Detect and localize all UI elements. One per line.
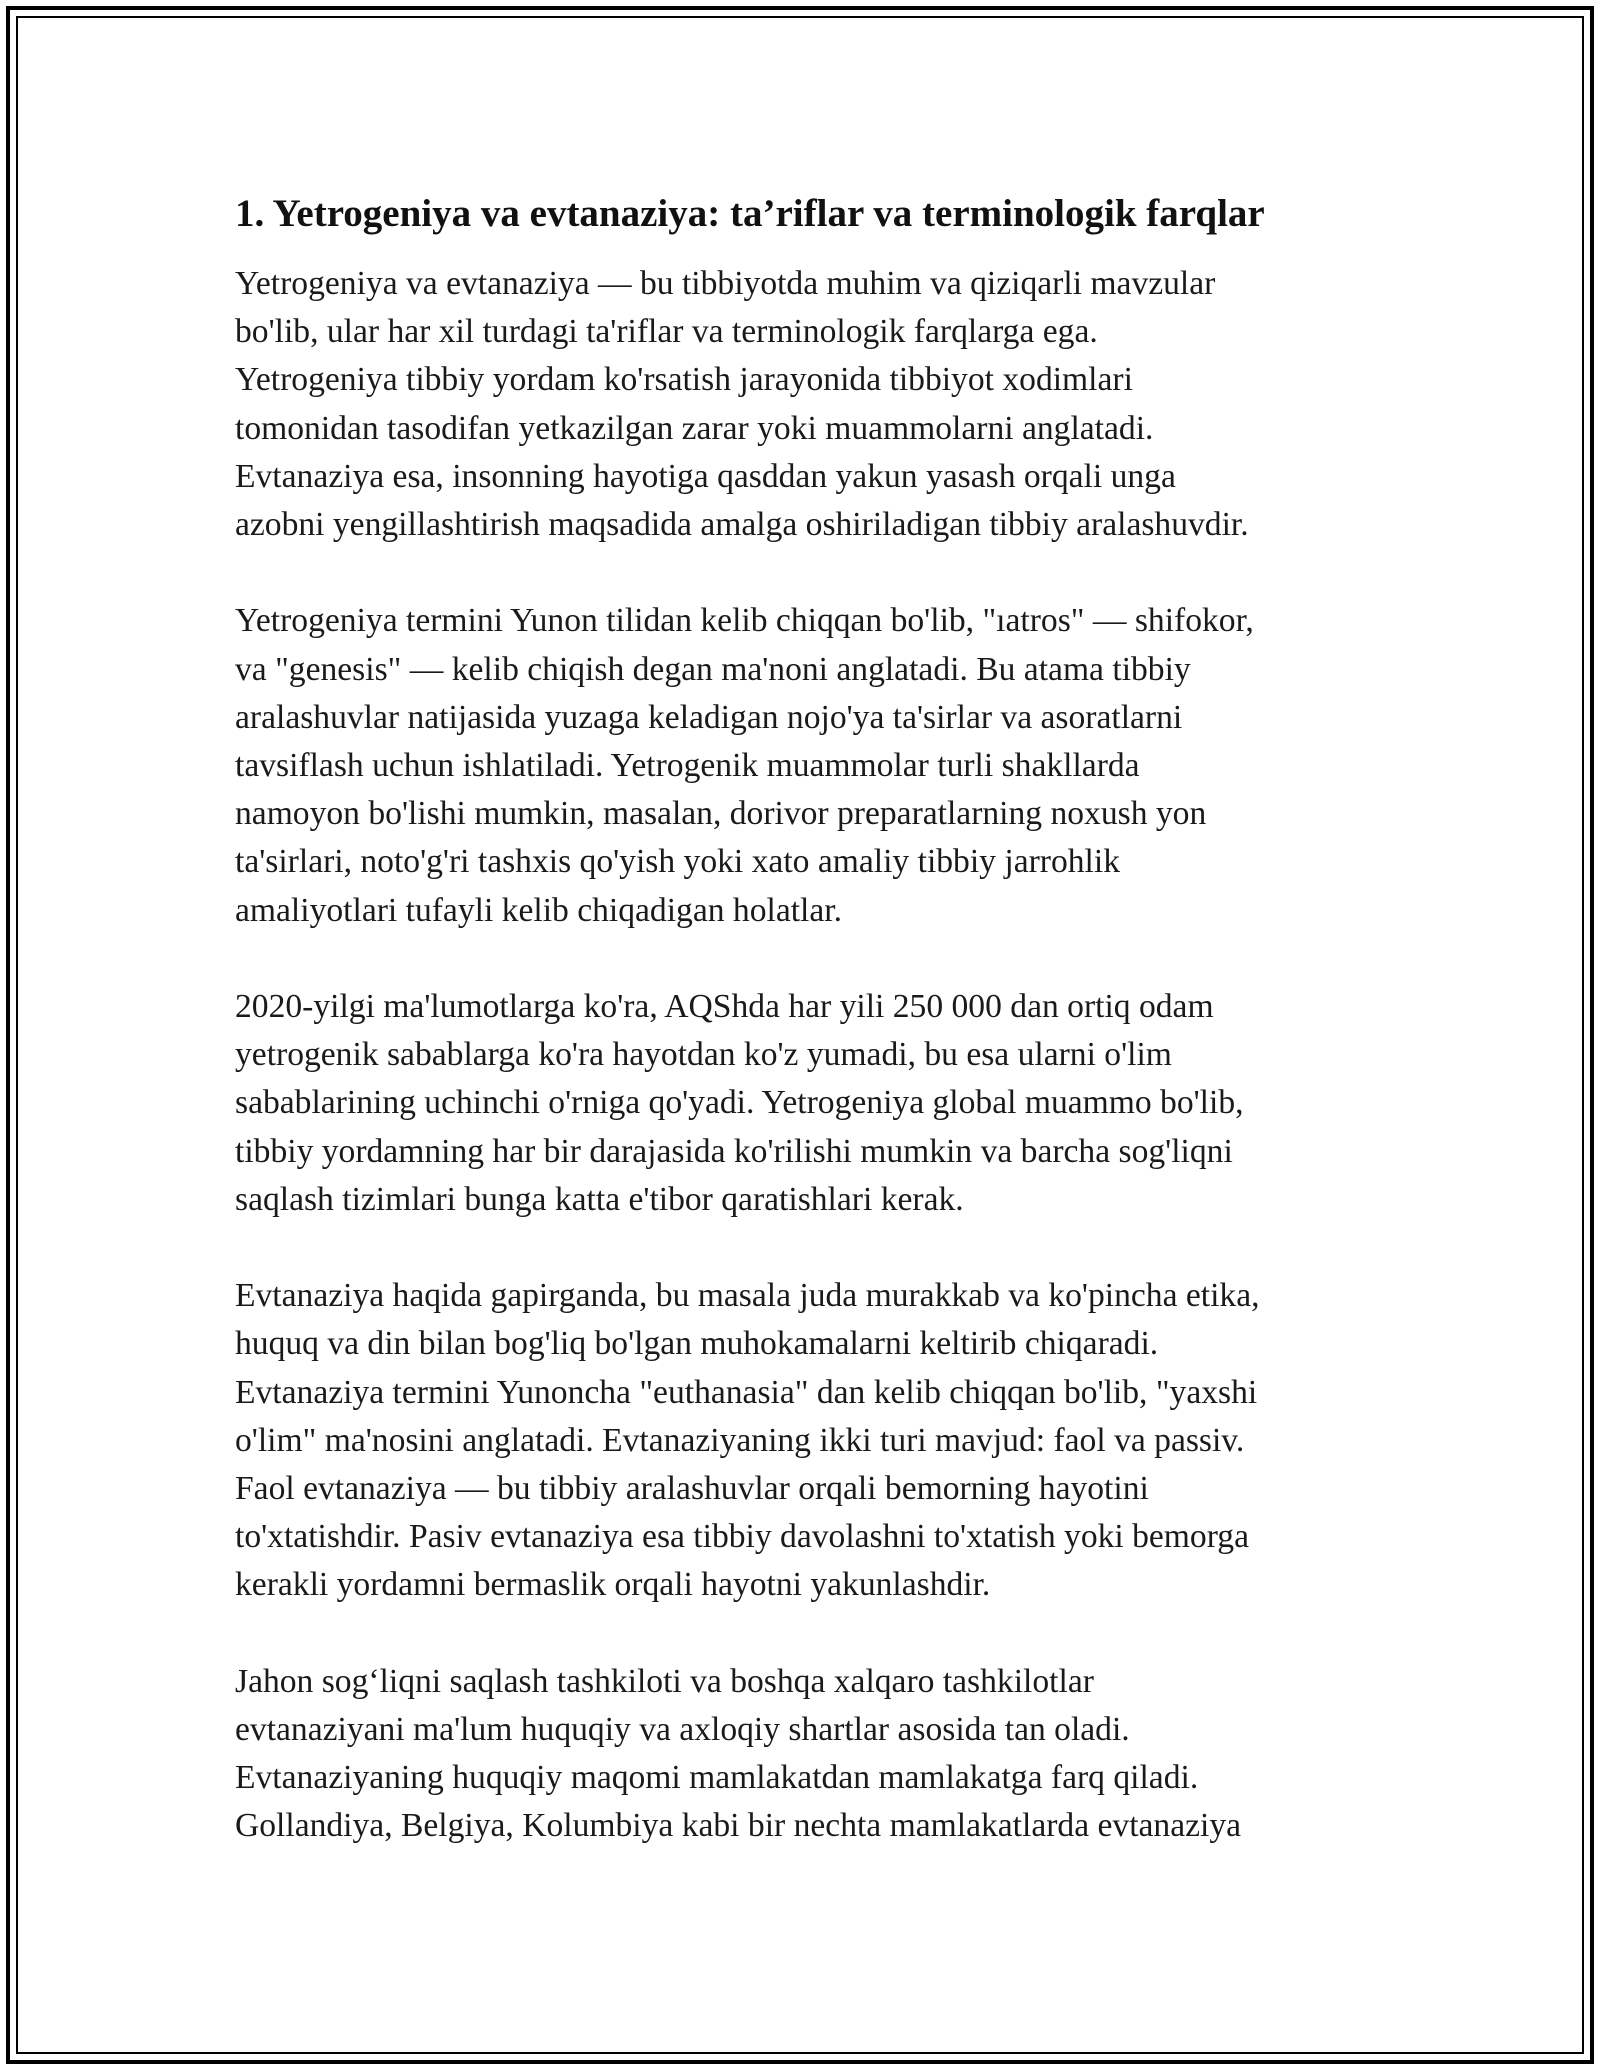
text-line: Gollandiya, Belgiya, Kolumbiya kabi bir nechta mamlakatlarda evtanaziya xyxy=(235,1807,1242,1845)
text-line: namoyon bo'lishi mumkin, masalan, dorivor preparatlarning noxush yon xyxy=(235,795,1207,833)
text-line: Evtanaziya termini Yunoncha "euthanasia" dan kelib chiqqan bo'lib, "yaxshi xyxy=(235,1373,1258,1411)
text-line: 2020-yilgi ma'lumotlarga ko'ra, AQShda har yili 250 000 dan ortiq odam xyxy=(235,988,1214,1026)
text-line: evtanaziyani ma'lum huquqiy va axloqiy shartlar asosida tan oladi. xyxy=(235,1711,1130,1749)
text-line: tavsiflash uchun ishlatiladi. Yetrogenik muammolar turli shakllarda xyxy=(235,747,1140,785)
text-line: sabablarining uchinchi o'rniga qo'yadi. Yetrogeniya global muammo bo'lib, xyxy=(235,1084,1244,1122)
document-body xyxy=(235,186,1385,1899)
text-line: Jahon sog‘liqni saqlash tashkiloti va boshqa xalqaro tashkilotlar xyxy=(235,1662,1094,1700)
paragraph-iatrogeny-term xyxy=(235,597,1385,934)
text-line: Yetrogeniya termini Yunon tilidan kelib chiqqan bo'lib, "ıatros" — shifokor, xyxy=(235,602,1254,640)
text-line: Yetrogeniya va evtanaziya — bu tibbiyotda muhim va qiziqarli mavzular xyxy=(235,265,1216,302)
text-line: huquq va din bilan bog'liq bo'lgan muhokamalarni keltirib chiqaradi. xyxy=(235,1325,1159,1363)
section-heading: 1. Yetrogeniya va evtanaziya: ta’riflar va terminologik farqlar xyxy=(235,192,1265,235)
text-line: va "genesis" — kelib chiqish degan ma'noni anglatadi. Bu atama tibbiy xyxy=(235,650,1191,688)
text-line: amaliyotlari tufayli kelib chiqadigan holatlar. xyxy=(235,891,843,929)
text-line: ta'sirlari, noto'g'ri tashxis qo'yish yoki xato amaliy tibbiy jarrohlik xyxy=(235,843,1120,881)
text-line: aralashuvlar natijasida yuzaga keladigan nojo'ya ta'sirlar va asoratlarni xyxy=(235,698,1183,736)
text-line: Evtanaziya esa, insonning hayotiga qasddan yakun yasash orqali unga xyxy=(235,457,1176,495)
paragraph-statistics xyxy=(235,983,1385,1224)
text-line: Evtanaziyaning huquqiy maqomi mamlakatdan mamlakatga farq qiladi. xyxy=(235,1759,1199,1797)
text-line: to'xtatishdir. Pasiv evtanaziya esa tibbiy davolashni to'xtatish yoki bemorga xyxy=(235,1518,1249,1556)
paragraph-definitions xyxy=(235,260,1385,549)
text-line: o'lim" ma'nosini anglatadi. Evtanaziyaning ikki turi mavjud: faol va passiv. xyxy=(235,1421,1245,1459)
paragraph-euthanasia-term xyxy=(235,1272,1385,1609)
text-line: tomonidan tasodifan yetkazilgan zarar yoki muammolarni anglatadi. xyxy=(235,409,1154,447)
paragraph-legal-status xyxy=(235,1658,1385,1851)
text-line: saqlash tizimlari bunga katta e'tibor qaratishlari kerak. xyxy=(235,1180,964,1218)
text-line: Faol evtanaziya — bu tibbiy aralashuvlar orqali bemorning hayotini xyxy=(235,1470,1149,1508)
text-line: tibbiy yordamning har bir darajasida ko'rilishi mumkin va barcha sog'liqni xyxy=(235,1132,1233,1170)
text-line: azobni yengillashtirish maqsadida amalga oshiriladigan tibbiy aralashuvdir. xyxy=(235,506,1249,544)
text-line: Evtanaziya haqida gapirganda, bu masala juda murakkab va ko'pincha etika, xyxy=(235,1277,1260,1315)
text-line: bo'lib, ular har xil turdagi ta'riflar va terminologik farqlarga ega. xyxy=(235,313,1098,351)
text-line: kerakli yordamni bermaslik orqali hayotni yakunlashdir. xyxy=(235,1566,991,1604)
text-line: yetrogenik sabablarga ko'ra hayotdan ko'z yumadi, bu esa ularni o'lim xyxy=(235,1036,1172,1074)
text-line: Yetrogeniya tibbiy yordam ko'rsatish jarayonida tibbiyot xodimlari xyxy=(235,361,1133,399)
